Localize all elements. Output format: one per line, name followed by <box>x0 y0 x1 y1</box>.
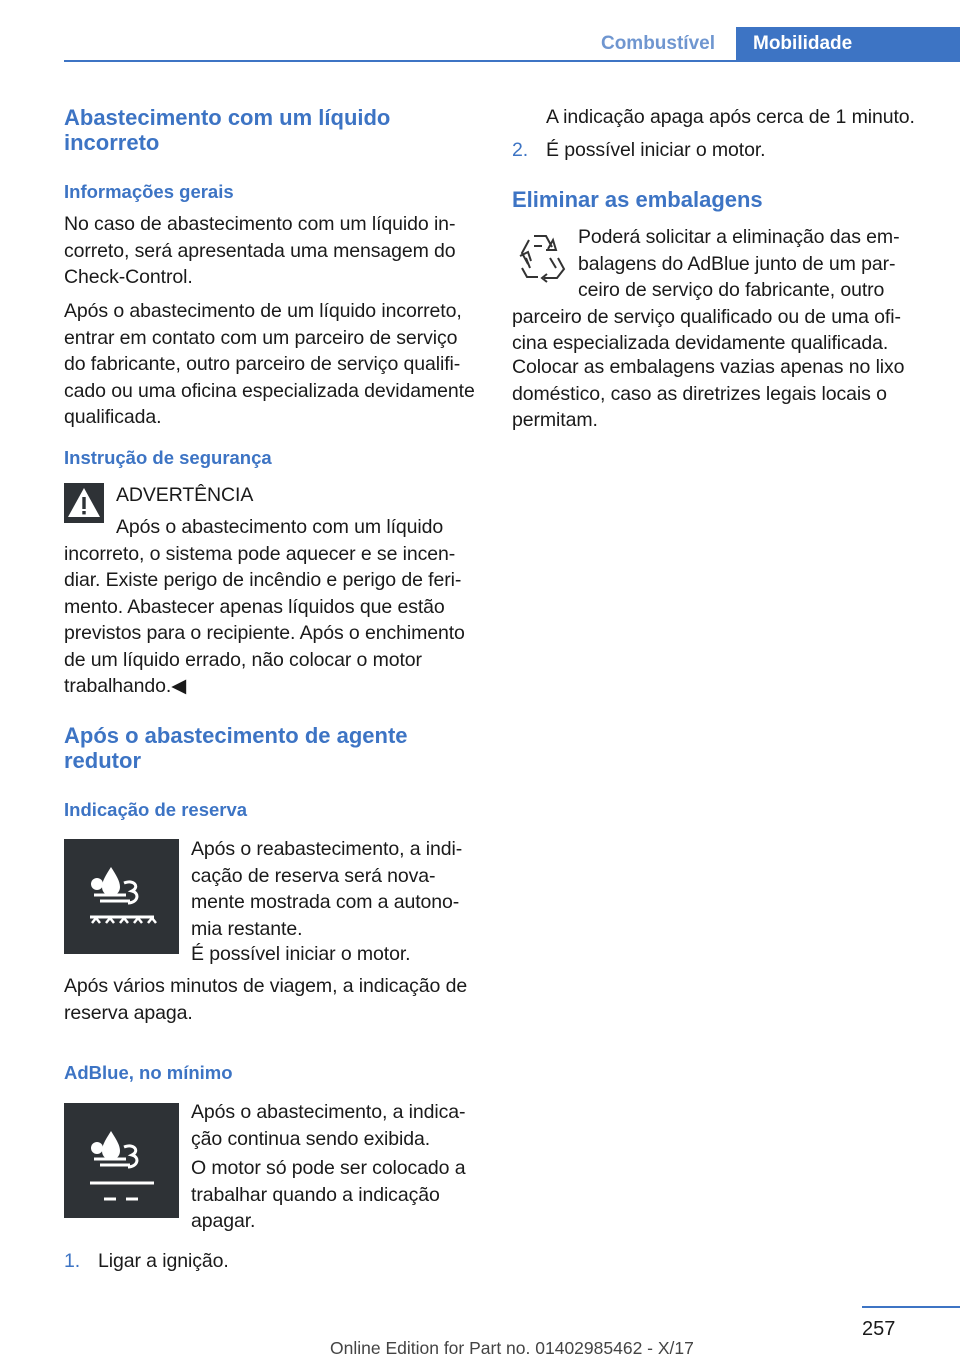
step-1-text: Ligar a ignição. <box>98 1250 229 1272</box>
heading-safety: Instrução de segurança <box>64 447 272 468</box>
adblue-reserve-icon <box>64 839 179 954</box>
recycle-icon-spacer <box>512 224 578 302</box>
paragraph-reserve-2: É possível iniciar o motor. <box>191 943 411 965</box>
step-2-number: 2. <box>512 139 529 161</box>
heading-incorrect-fuel: Abastecimento com um líquido incorreto <box>64 105 391 155</box>
paragraph-indicator-off: A indicação apaga após cerca de 1 minuto. <box>546 106 915 128</box>
page-number: 257 <box>862 1318 896 1340</box>
warning-block <box>64 514 484 700</box>
warning-text: Após o abastecimento com um líquido incorreto, o sistema pode aquecer e se incendiar. Existe perigo de incêndio e perigo de ferimento. Abastecer apenas líquidos que estão previstos para o recipiente. Após o enchimento de um líquido errado, não colocar o motor trabalhando.◀ <box>64 516 465 697</box>
heading-dispose: Eliminar as embalagens <box>512 187 763 212</box>
step-2 <box>512 137 766 164</box>
heading-adblue-min: AdBlue, no mínimo <box>64 1062 233 1083</box>
paragraph-reserve-3: Após vários minutos de viagem, a indicação de reserva apaga. <box>64 975 468 1024</box>
paragraph-min-1: Após o abastecimento, a indicação continua sendo exibida. <box>191 1101 466 1150</box>
chapter-tabs <box>0 27 960 61</box>
footer-rule <box>862 1306 960 1308</box>
heading-general-info: Informações gerais <box>64 181 234 202</box>
warning-title: ADVERTÊNCIA <box>116 484 254 506</box>
edition-footer: Online Edition for Part no. 01402985462 - X/17 <box>330 1338 694 1358</box>
heading-reserve: Indicação de reserva <box>64 799 248 820</box>
header-rule <box>64 60 960 62</box>
paragraph-dispose-2: Colocar as embalagens vazias apenas no lixo doméstico, caso as diretrizes legais locais o permitam. <box>512 356 905 431</box>
heading-after-refill: Após o abastecimento de agente redutor <box>64 723 408 773</box>
step-1 <box>64 1248 229 1275</box>
tab-mobilidade[interactable]: Mobilidade <box>736 27 960 61</box>
paragraph-general-1: No caso de abastecimento com um líquido incorreto, será apresentada uma mensagem do Check-Control. <box>64 213 456 288</box>
tab-combustivel[interactable]: Combustível <box>583 27 733 61</box>
paragraph-reserve-1: Após o reabastecimento, a indicação de reserva será novamente mostrada com a autonomia restante. <box>191 838 463 940</box>
paragraph-general-2: Após o abastecimento de um líquido incorreto, entrar em contato com um parceiro de serviço do fabricante, outro parceiro de serviço qualificado ou uma oficina especializada devidamente qualificada. <box>64 300 475 428</box>
paragraph-min-2: O motor só pode ser colocado a trabalhar quando a indicação apagar. <box>191 1157 466 1232</box>
step-1-number: 1. <box>64 1250 81 1272</box>
step-2-text: É possível iniciar o motor. <box>546 139 766 161</box>
paragraph-dispose-1: Poderá solicitar a eliminação das embalagens do AdBlue junto de um parceiro de serviço do fabricante, outro parceiro de serviço qualificado ou de uma oficina especializada devidamente qualificada. <box>512 226 901 354</box>
adblue-minimum-icon <box>64 1103 179 1218</box>
dispose-block <box>512 224 912 357</box>
